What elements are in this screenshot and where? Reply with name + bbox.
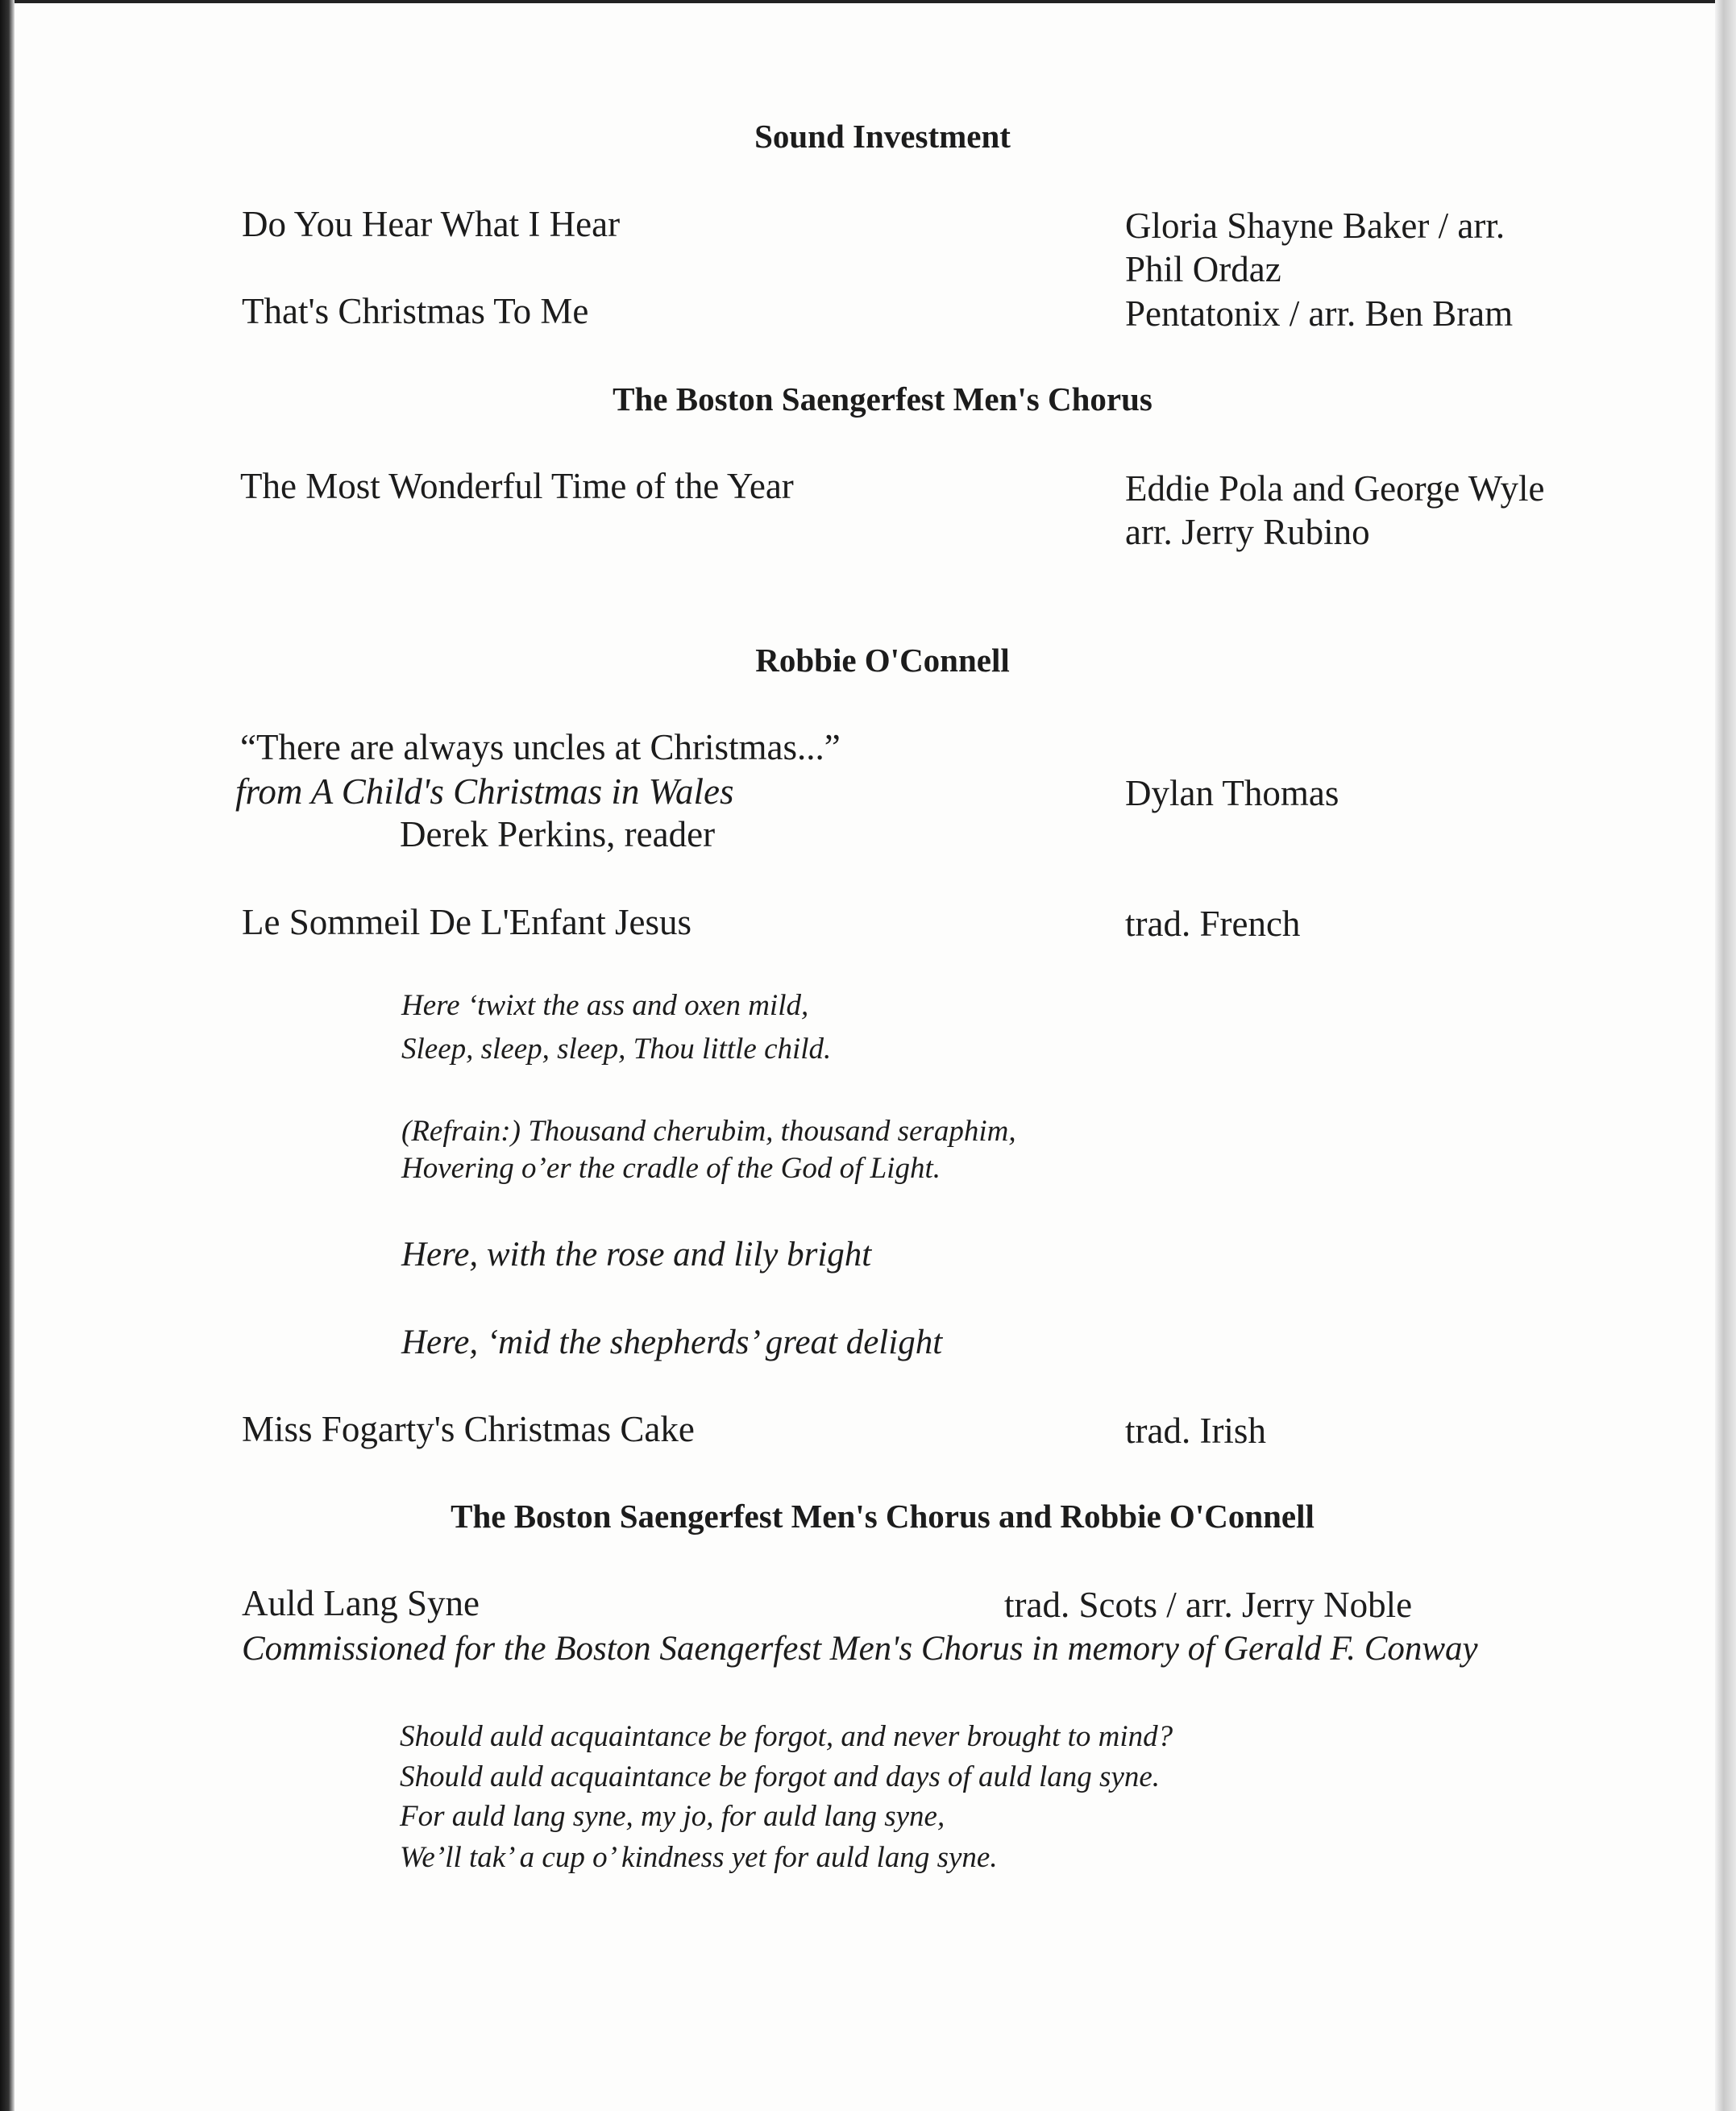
lyric-line: Here ‘twixt the ass and oxen mild, bbox=[401, 989, 809, 1022]
piece-title: The Most Wonderful Time of the Year bbox=[240, 466, 794, 506]
section-heading: Sound Investment bbox=[754, 118, 1011, 155]
lyric-line: We’ll tak’ a cup o’ kindness yet for auld lang syne. bbox=[400, 1841, 998, 1874]
scan-left-edge bbox=[0, 0, 15, 2111]
piece-title: That's Christmas To Me bbox=[242, 291, 589, 331]
piece-title: Do You Hear What I Hear bbox=[242, 204, 621, 244]
piece-title: Le Sommeil De L'Enfant Jesus bbox=[242, 902, 691, 942]
piece-title: “There are always uncles at Christmas...” bbox=[240, 727, 841, 767]
piece-note: Commissioned for the Boston Saengerfest Men's Chorus in memory of Gerald F. Conway bbox=[242, 1630, 1478, 1668]
lyric-line: Sleep, sleep, sleep, Thou little child. bbox=[401, 1033, 832, 1066]
piece-title: Miss Fogarty's Christmas Cake bbox=[242, 1409, 695, 1449]
lyric-line: Here, ‘mid the shepherds’ great delight bbox=[401, 1324, 943, 1361]
lyric-line: Hovering o’er the cradle of the God of Light. bbox=[401, 1152, 941, 1185]
piece-composer: Eddie Pola and George Wyle bbox=[1125, 468, 1545, 509]
lyric-line: Should auld acquaintance be forgot and days of auld lang syne. bbox=[400, 1760, 1161, 1793]
lyric-line: For auld lang syne, my jo, for auld lang syne, bbox=[400, 1800, 945, 1833]
scan-right-edge bbox=[1715, 0, 1736, 2111]
scan-top-edge bbox=[0, 0, 1736, 3]
piece-composer: Pentatonix / arr. Ben Bram bbox=[1125, 293, 1514, 334]
piece-composer: arr. Jerry Rubino bbox=[1125, 512, 1370, 552]
piece-composer: trad. French bbox=[1125, 904, 1301, 944]
piece-composer: trad. Irish bbox=[1125, 1411, 1266, 1451]
piece-source: from A Child's Christmas in Wales bbox=[235, 771, 734, 812]
section-heading: The Boston Saengerfest Men's Chorus bbox=[613, 380, 1152, 418]
piece-composer: Gloria Shayne Baker / arr. bbox=[1125, 206, 1506, 246]
lyric-line: Should auld acquaintance be forgot, and never brought to mind? bbox=[400, 1720, 1173, 1753]
piece-title: Auld Lang Syne bbox=[242, 1583, 480, 1623]
lyric-line: (Refrain:) Thousand cherubim, thousand seraphim, bbox=[401, 1115, 1016, 1148]
piece-composer: Dylan Thomas bbox=[1125, 773, 1339, 813]
piece-composer: trad. Scots / arr. Jerry Noble bbox=[1004, 1585, 1413, 1625]
lyric-line: Here, with the rose and lily bright bbox=[401, 1236, 872, 1274]
piece-reader: Derek Perkins, reader bbox=[400, 814, 716, 854]
piece-composer: Phil Ordaz bbox=[1125, 249, 1281, 289]
section-heading: Robbie O'Connell bbox=[755, 642, 1010, 679]
section-heading: The Boston Saengerfest Men's Chorus and Robbie O'Connell bbox=[451, 1498, 1314, 1535]
